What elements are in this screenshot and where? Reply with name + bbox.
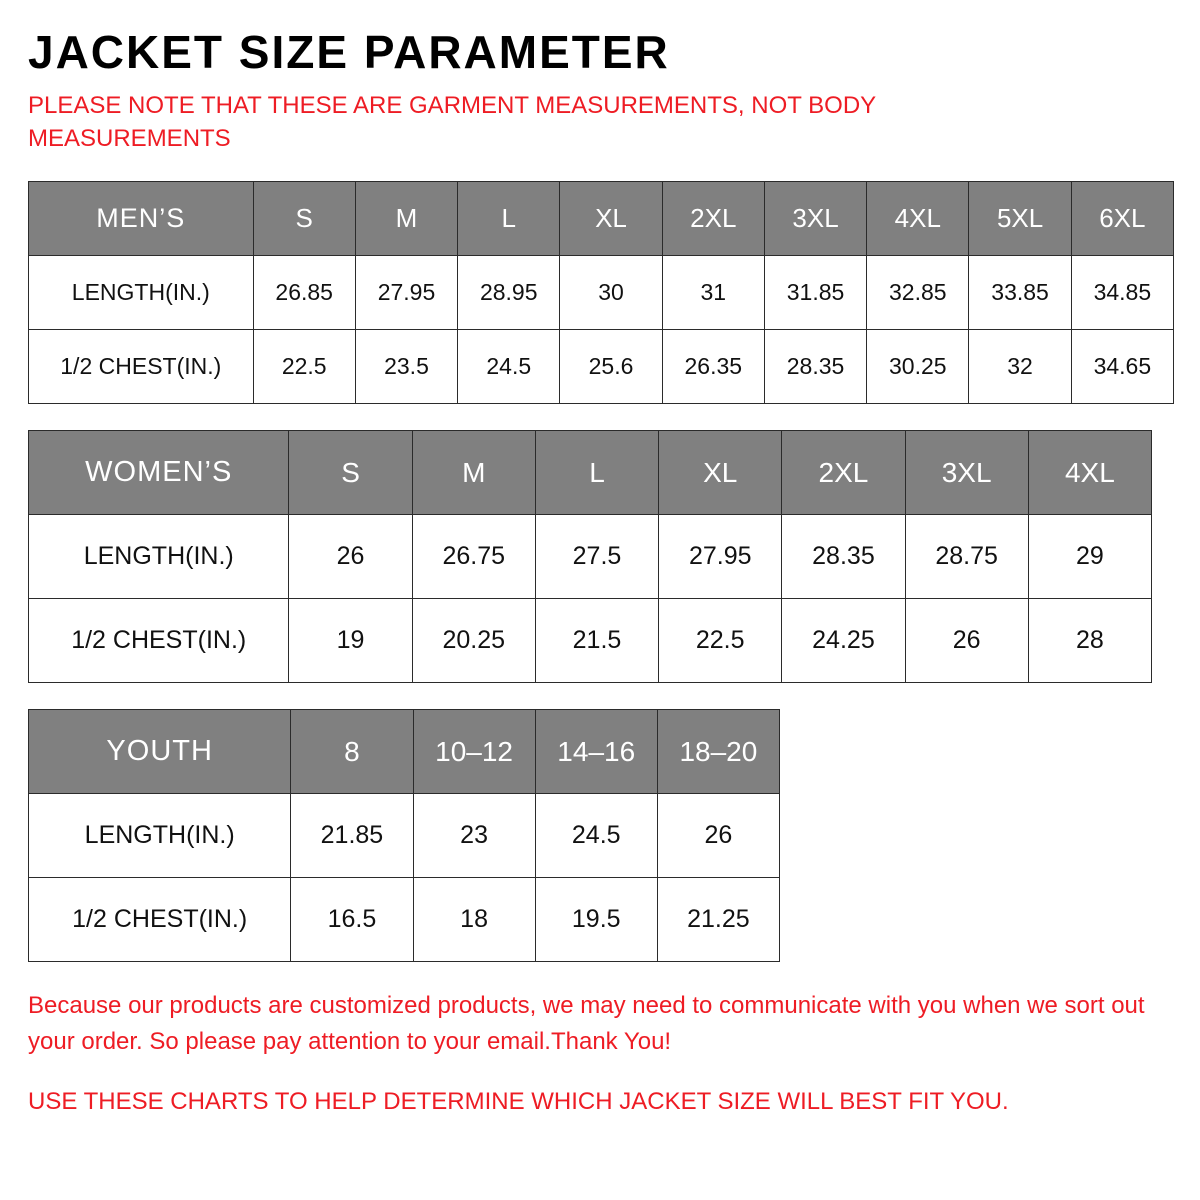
- table-cell: 21.85: [291, 794, 413, 878]
- table-cell: 28.35: [764, 330, 866, 404]
- mens-size-header: 6XL: [1071, 182, 1173, 256]
- table-cell: 16.5: [291, 878, 413, 962]
- table-cell: 28.35: [782, 515, 905, 599]
- table-cell: 26: [657, 794, 779, 878]
- youth-size-header: 14–16: [535, 710, 657, 794]
- table-row: [29, 515, 1152, 599]
- table-cell: 33.85: [969, 256, 1071, 330]
- table-cell: 28.75: [905, 515, 1028, 599]
- table-cell: 29: [1028, 515, 1151, 599]
- table-header-row: [29, 431, 1152, 515]
- mens-size-header: 2XL: [662, 182, 764, 256]
- youth-size-header: 10–12: [413, 710, 535, 794]
- table-cell: 26: [289, 515, 412, 599]
- table-cell: 34.65: [1071, 330, 1173, 404]
- mens-size-header: 5XL: [969, 182, 1071, 256]
- table-cell: 32.85: [867, 256, 969, 330]
- table-cell: 27.95: [355, 256, 457, 330]
- mens-size-header: 3XL: [764, 182, 866, 256]
- womens-size-header: M: [412, 431, 535, 515]
- row-label: 1/2 CHEST(IN.): [29, 878, 291, 962]
- womens-size-header: 4XL: [1028, 431, 1151, 515]
- womens-size-header: XL: [659, 431, 782, 515]
- table-cell: 28: [1028, 599, 1151, 683]
- chart-usage-note: USE THESE CHARTS TO HELP DETERMINE WHICH JACKET SIZE WILL BEST FIT YOU.: [28, 1088, 1009, 1116]
- womens-size-header: S: [289, 431, 412, 515]
- page-title: JACKET SIZE PARAMETER: [28, 26, 670, 78]
- row-label: 1/2 CHEST(IN.): [29, 330, 254, 404]
- mens-size-header: M: [355, 182, 457, 256]
- table-cell: 34.85: [1071, 256, 1173, 330]
- table-cell: 32: [969, 330, 1071, 404]
- table-cell: 19: [289, 599, 412, 683]
- table-cell: 26: [905, 599, 1028, 683]
- table-cell: 26.35: [662, 330, 764, 404]
- mens-size-table: [28, 181, 1174, 404]
- table-cell: 19.5: [535, 878, 657, 962]
- customization-note: Because our products are customized products, we may need to communicate with you when we sort out your order. So please pay attention to your email.Thank You!: [28, 992, 1145, 1056]
- youth-size-header: 8: [291, 710, 413, 794]
- womens-size-table: [28, 430, 1152, 683]
- mens-size-header: 4XL: [867, 182, 969, 256]
- row-label: LENGTH(IN.): [29, 256, 254, 330]
- table-cell: 26.85: [253, 256, 355, 330]
- table-cell: 27.5: [535, 515, 658, 599]
- table-cell: 30: [560, 256, 662, 330]
- row-label: 1/2 CHEST(IN.): [29, 599, 289, 683]
- mens-size-header: S: [253, 182, 355, 256]
- table-cell: 22.5: [253, 330, 355, 404]
- table-cell: 28.95: [458, 256, 560, 330]
- table-cell: 21.5: [535, 599, 658, 683]
- table-cell: 23: [413, 794, 535, 878]
- womens-size-header: 2XL: [782, 431, 905, 515]
- table-cell: 24.5: [458, 330, 560, 404]
- table-cell: 22.5: [659, 599, 782, 683]
- table-cell: 20.25: [412, 599, 535, 683]
- table-cell: 31.85: [764, 256, 866, 330]
- table-cell: 24.25: [782, 599, 905, 683]
- garment-measurement-note: PLEASE NOTE THAT THESE ARE GARMENT MEASUREMENTS, NOT BODY MEASUREMENTS: [28, 92, 876, 152]
- mens-header-label: MEN’S: [29, 182, 254, 256]
- womens-size-header: 3XL: [905, 431, 1028, 515]
- table-row: [29, 599, 1152, 683]
- table-cell: 30.25: [867, 330, 969, 404]
- table-header-row: [29, 182, 1174, 256]
- table-row: [29, 794, 780, 878]
- table-cell: 18: [413, 878, 535, 962]
- table-cell: 21.25: [657, 878, 779, 962]
- table-cell: 25.6: [560, 330, 662, 404]
- table-cell: 24.5: [535, 794, 657, 878]
- mens-size-header: XL: [560, 182, 662, 256]
- mens-size-header: L: [458, 182, 560, 256]
- table-row: [29, 330, 1174, 404]
- youth-size-table: [28, 709, 780, 962]
- table-cell: 23.5: [355, 330, 457, 404]
- table-row: [29, 256, 1174, 330]
- table-cell: 26.75: [412, 515, 535, 599]
- womens-header-label: WOMEN’S: [29, 431, 289, 515]
- table-cell: 27.95: [659, 515, 782, 599]
- table-header-row: [29, 710, 780, 794]
- youth-header-label: YOUTH: [29, 710, 291, 794]
- row-label: LENGTH(IN.): [29, 794, 291, 878]
- table-row: [29, 878, 780, 962]
- row-label: LENGTH(IN.): [29, 515, 289, 599]
- youth-size-header: 18–20: [657, 710, 779, 794]
- table-cell: 31: [662, 256, 764, 330]
- womens-size-header: L: [535, 431, 658, 515]
